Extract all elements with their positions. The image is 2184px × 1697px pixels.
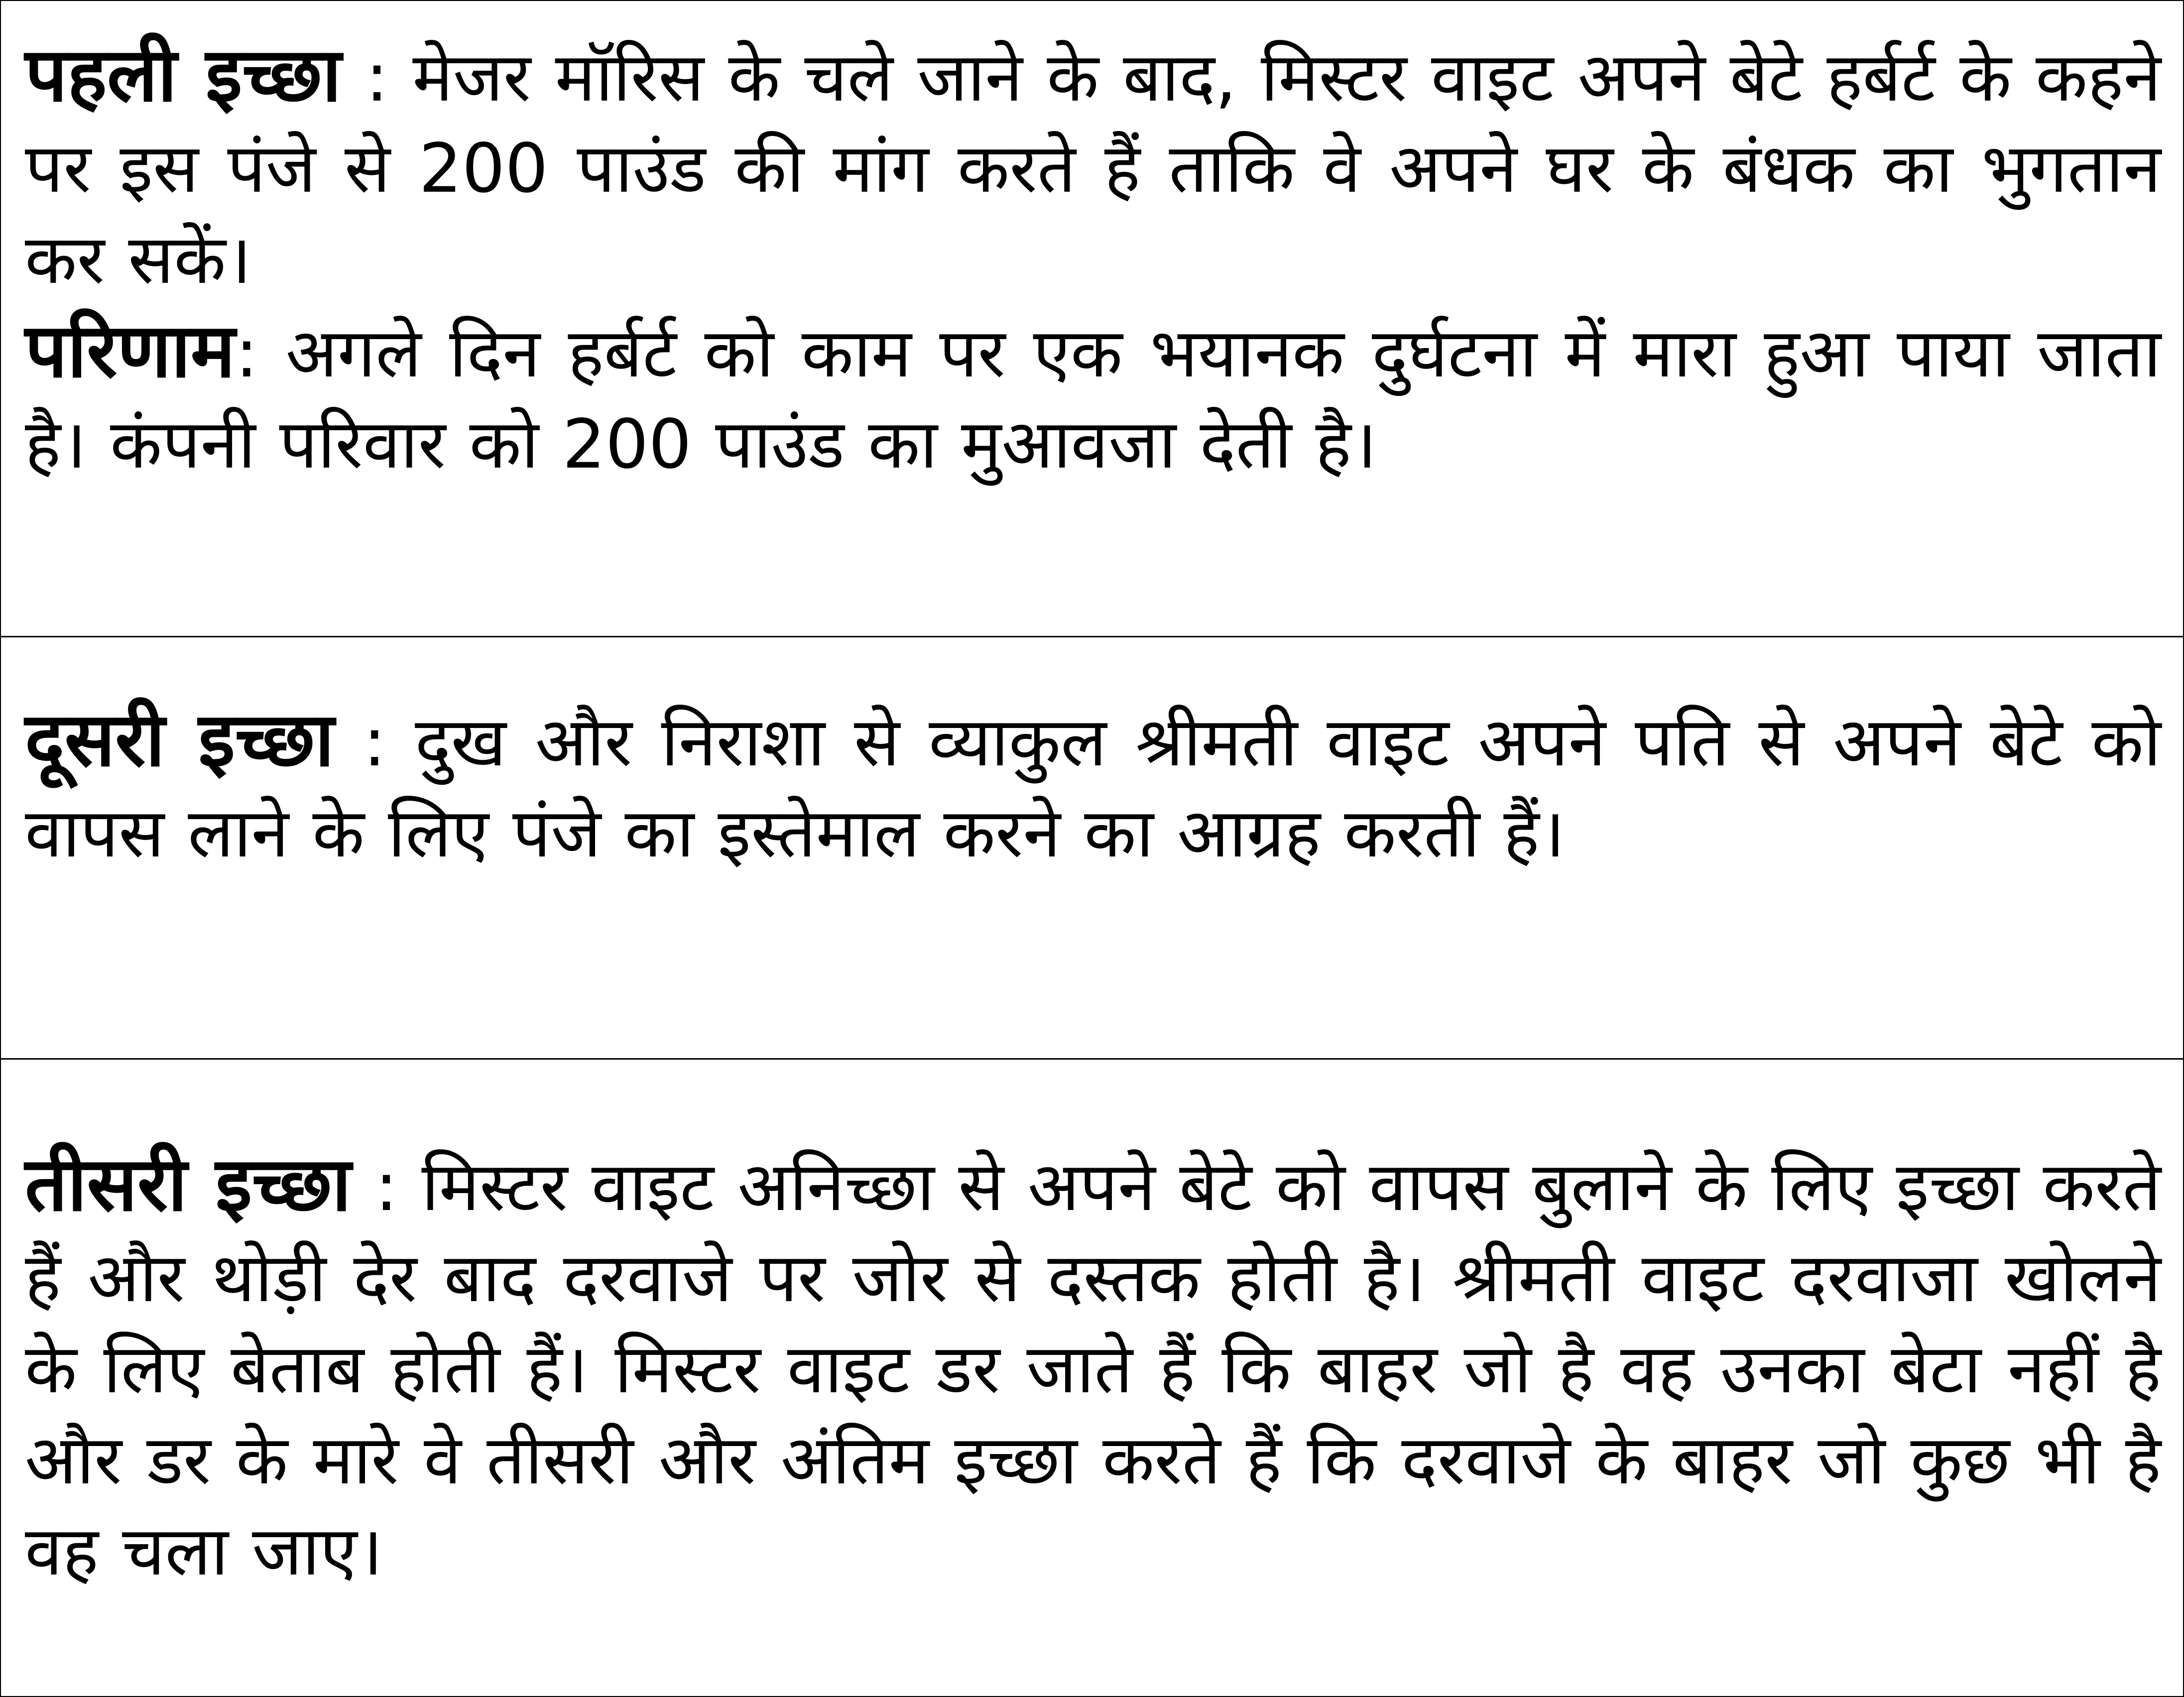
first-wish-result-text: अगले दिन हर्बर्ट को काम पर एक भयानक दुर्घटना में मारा हुआ पाया जाता है। कंपनी परिवार को 200 पाउंड का मुआवजा देती है। [25, 314, 2161, 484]
third-wish-separator: : [351, 1148, 422, 1226]
third-wish-text: मिस्टर वाइट अनिच्छा से अपने बेटे को वापस बुलाने के लिए इच्छा करते हैं और थोड़ी देर बाद दरवाजे पर जोर से दस्तक होती है। श्रीमती वाइट दरवाजा खोलने के लिए बेताब होती हैं। मिस्टर वाइट डर जाते हैं कि बाहर जो है वह उनका बेटा नहीं है और डर के मारे वे तीसरी और अंतिम इच्छा करते हैं कि दरवाजे के बाहर जो कुछ भी है वह चला जाए। [25, 1148, 2161, 1591]
third-wish-label: तीसरी इच्छा [25, 1141, 352, 1228]
second-wish-section [25, 695, 2161, 879]
second-wish-label: दूसरी इच्छा [25, 697, 335, 783]
first-wish-text: मेजर मॉरिस के चले जाने के बाद, मिस्टर वाइट अपने बेटे हर्बर्ट के कहने पर इस पंजे से 200 पाउंड की मांग करते हैं ताकि वे अपने घर के बंधक का भुगतान कर सकें। [25, 38, 2161, 299]
first-wish-result-separator: : [235, 314, 286, 393]
first-wish-paragraph [25, 30, 2161, 306]
section-divider [0, 636, 2184, 637]
third-wish-paragraph [25, 1139, 2161, 1597]
second-wish-paragraph [25, 695, 2161, 879]
first-wish-section [25, 30, 2161, 490]
third-wish-section [25, 1139, 2161, 1597]
second-wish-separator: : [334, 703, 415, 782]
first-wish-result-paragraph [25, 306, 2161, 490]
first-wish-separator: : [341, 38, 413, 117]
first-wish-result-label: परिणाम [25, 308, 236, 394]
section-divider [0, 1058, 2184, 1060]
second-wish-text: दुख और निराशा से व्याकुल श्रीमती वाइट अपने पति से अपने बेटे को वापस लाने के लिए पंजे का इस्तेमाल करने का आग्रह करती हैं। [25, 703, 2161, 873]
first-wish-label: पहली इच्छा [25, 32, 342, 119]
